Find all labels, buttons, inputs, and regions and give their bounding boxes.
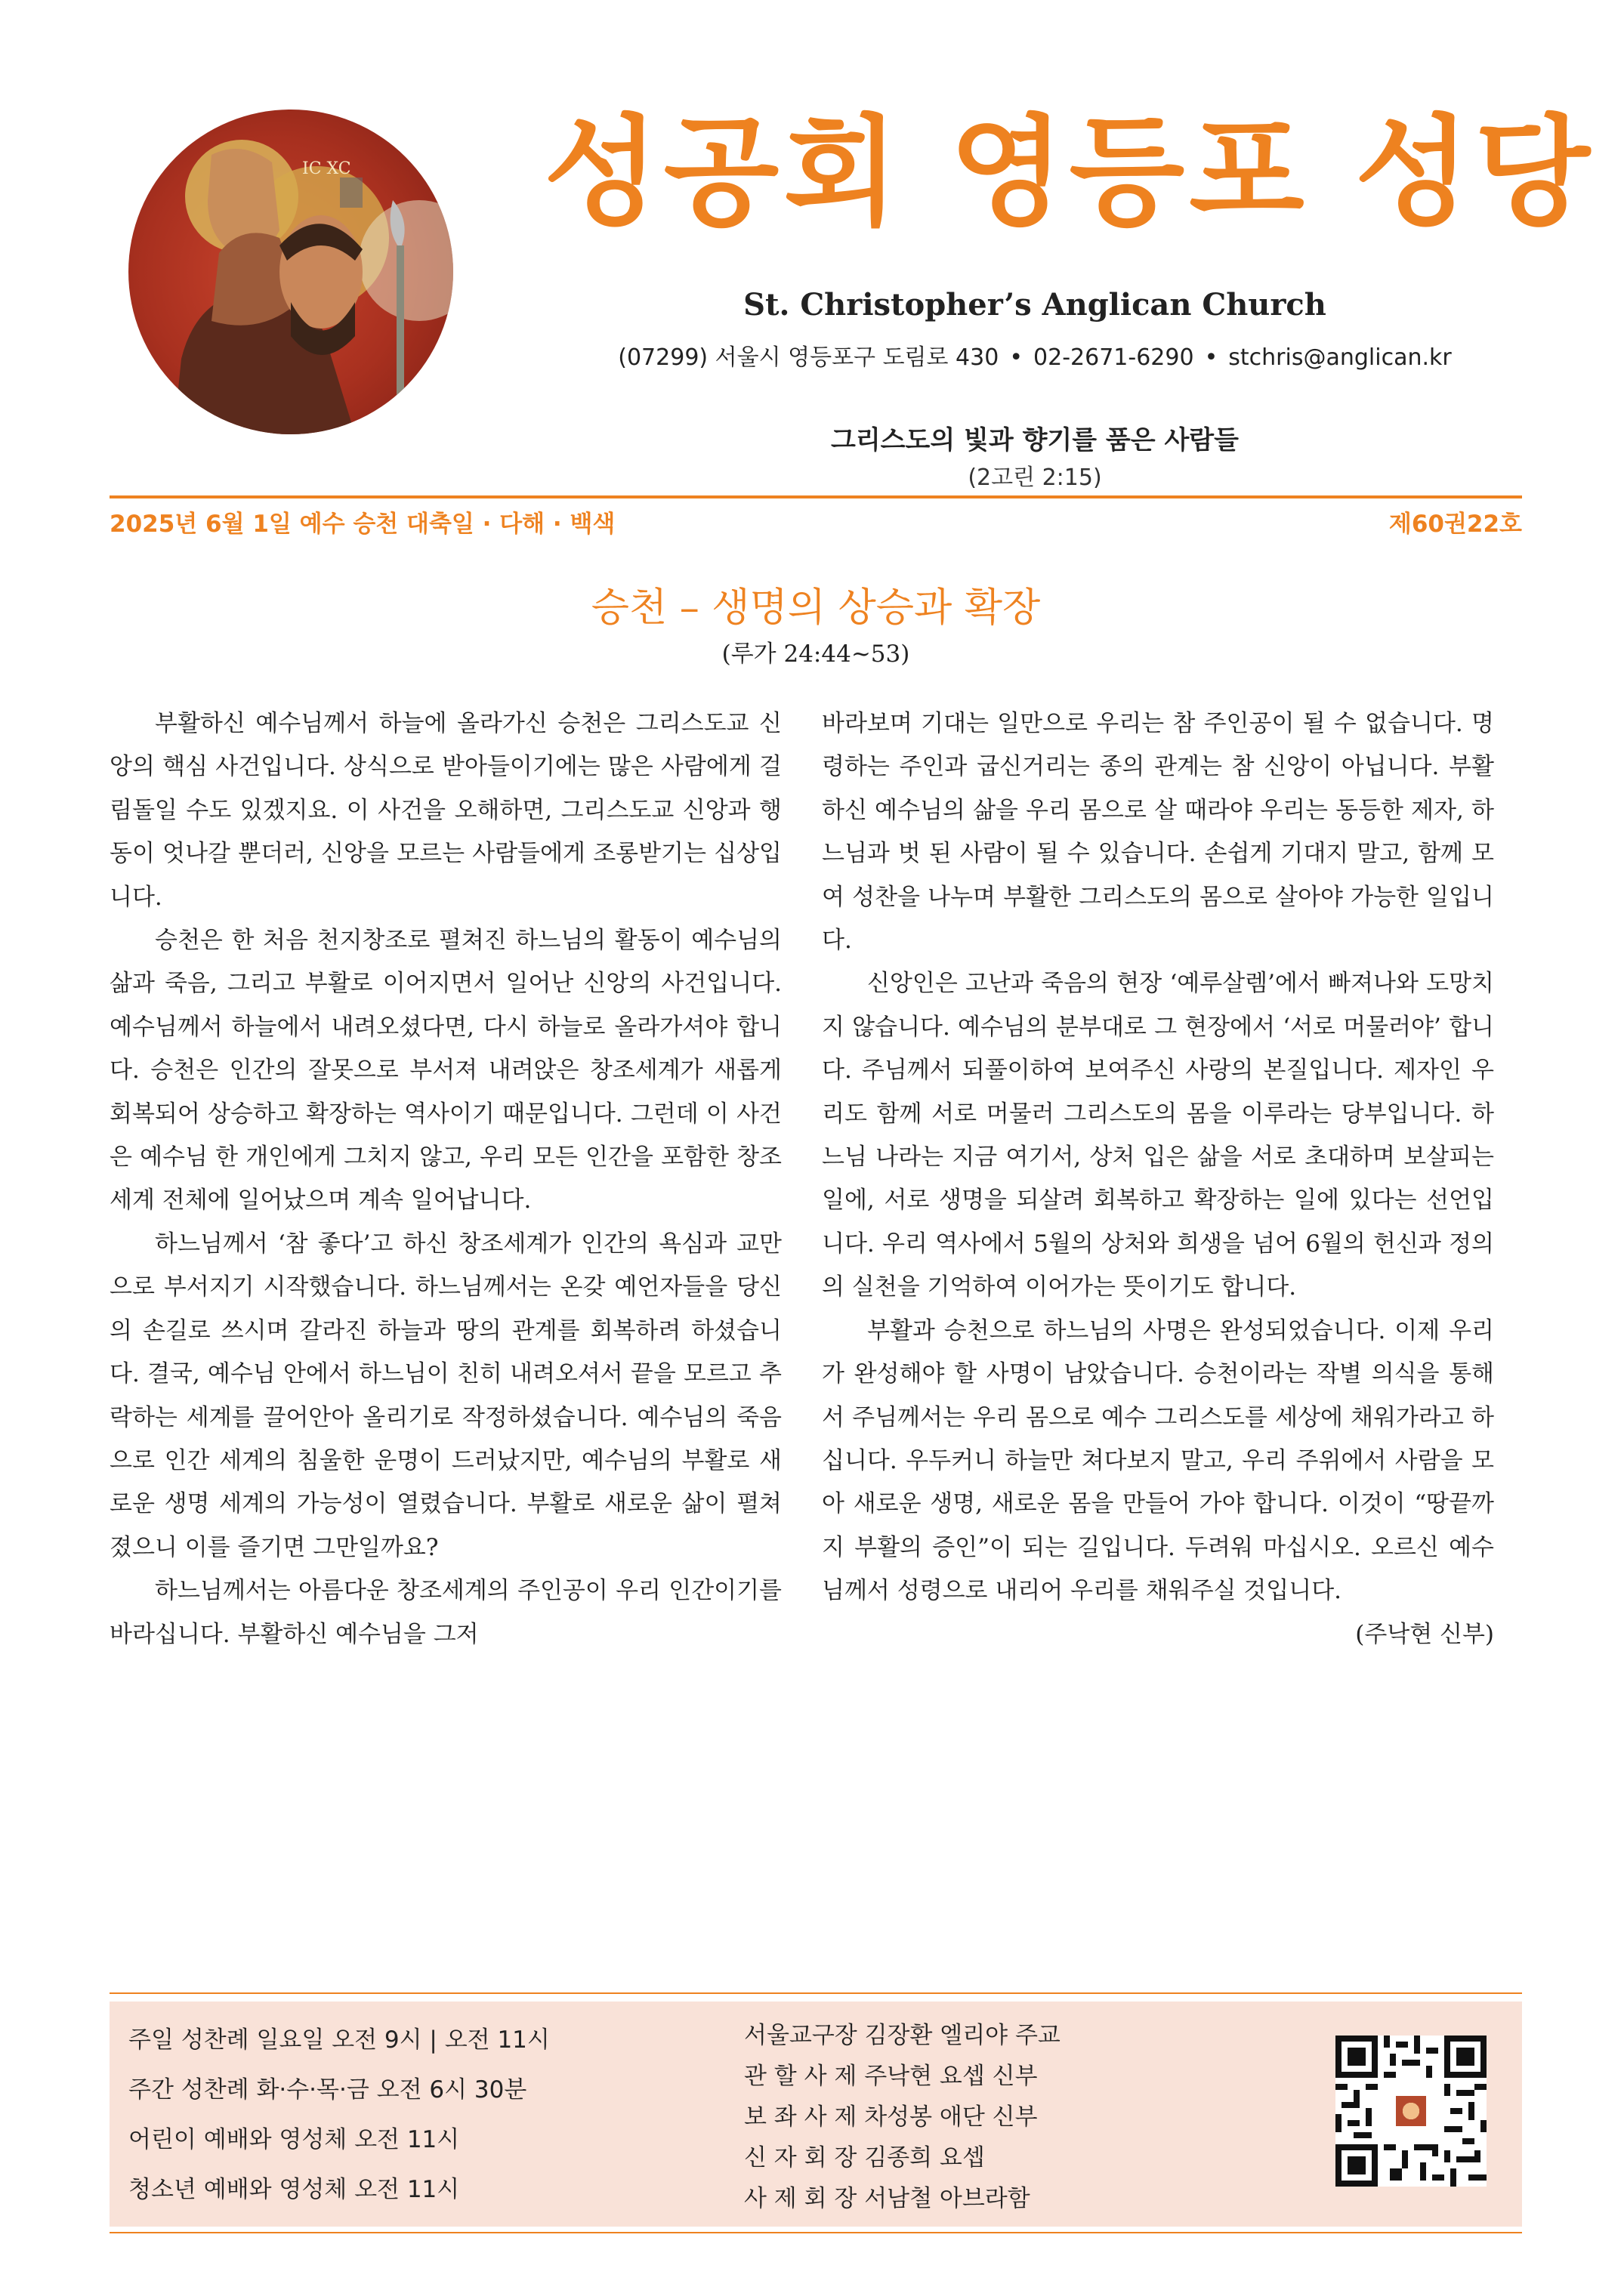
sermon-title: 승천 – 생명의 상승과 확장 — [591, 585, 1041, 631]
schedule-item: 주일 성찬례 일요일 오전 9시 | 오전 11시 — [128, 2026, 550, 2054]
paragraph: 부활과 승천으로 하느님의 사명은 완성되었습니다. 이제 우리가 완성해야 할 사명이 남았습니다. 승천이라는 작별 의식을 통해서 주님께서는 우리 몸으로 예수 그리스도를 세상에 채워가라고 하십니다. 우두커니 하늘만 쳐다보지 말고, 우리 주위에서 사람을 모아 새로운 생명, 새로운 몸을 만들어 가야 합니다. 이것이 “땅끝까지 부활의 증인”이 되는 길입니다. 두려워 마십시오. 오르신 예수님께서 성령으로 내리어 우리를 채워주실 것입니다. — [822, 1316, 1494, 1605]
sermon-column-right — [822, 702, 1494, 1656]
address: (07299) 서울시 영등포구 도림로 430 — [618, 344, 999, 371]
schedule-item: 청소년 예배와 영성체 오전 11시 — [128, 2176, 460, 2203]
sermon-reference: (루가 24:44~53) — [721, 640, 910, 668]
sermon-author: (주낙현 신부) — [1355, 1620, 1494, 1648]
icon-painting — [128, 110, 453, 434]
footer-divider-bottom — [110, 2232, 1522, 2233]
clergy-item: 사 제 회 장 서남철 아브라함 — [744, 2185, 1030, 2212]
paragraph: 승천은 한 처음 천지창조로 펼쳐진 하느님의 활동이 예수님의 삶과 죽음, 그리고 부활로 이어지면서 일어난 신앙의 사건입니다. 예수님께서 하늘에서 내려오셨다면, 다시 하늘로 올라가셔야 합니다. 승천은 인간의 잘못으로 부서져 내려앉은 창조세계가 새롭게 회복되어 상승하고 확장하는 역사이기 때문입니다. 그런데 이 사건은 예수님 한 개인에게 그치지 않고, 우리 모든 인간을 포함한 창조세계 전체에 일어났으며 계속 일어납니다. — [110, 927, 782, 1215]
church-title: 성공회 영등포 성당 — [544, 103, 1595, 242]
issue-number: 제60권22호 — [1388, 511, 1522, 538]
separator-dot: • — [1204, 344, 1218, 371]
motto-reference: (2고린 2:15) — [968, 465, 1102, 491]
footer-divider-top — [110, 1992, 1522, 1994]
clergy-item: 신 자 회 장 김종희 요셉 — [744, 2144, 985, 2171]
paragraph: 하느님께서는 아름다운 창조세계의 주인공이 우리 인간이기를 바라십니다. 부활하신 예수님을 그저 — [110, 1577, 782, 1648]
issue-date: 2025년 6월 1일 예수 승천 대축일 · 다해 · 백색 — [110, 511, 616, 538]
clergy-item: 서울교구장 김장환 엘리야 주교 — [744, 2022, 1061, 2049]
clergy-list — [744, 2015, 1273, 2219]
header-divider — [110, 495, 1522, 498]
christopher-icon-image — [128, 110, 453, 434]
contact-line — [544, 338, 1526, 372]
sermon-column-left — [110, 702, 782, 1656]
issue-dateline — [110, 505, 1522, 539]
icon-label: IC XC — [302, 159, 351, 178]
email-address[interactable]: stchris@anglican.kr — [1228, 344, 1452, 371]
phone-number: 02-2671-6290 — [1033, 344, 1194, 371]
paragraph: 신앙인은 고난과 죽음의 현장 ‘예루살렘’에서 빠져나와 도망치지 않습니다. 예수님의 분부대로 그 현장에서 ‘서로 머물러야’ 합니다. 주님께서 되풀이하여 보여주신 사랑의 본질입니다. 제자인 우리도 함께 서로 머물러 그리스도의 몸을 이루라는 당부입니다. 하느님 나라는 지금 여기서, 상처 입은 삶을 서로 초대하며 보살피는 일에, 서로 생명을 되살려 회복하고 확장하는 일에 있다는 선언입니다. 우리 역사에서 5월의 상처와 희생을 넘어 6월의 헌신과 정의의 실천을 기억하여 이어가는 뜻이기도 합니다. — [822, 970, 1494, 1301]
separator-dot: • — [1009, 344, 1023, 371]
motto: 그리스도의 빛과 향기를 품은 사람들 — [830, 425, 1239, 455]
clergy-item: 보 좌 사 제 차성봉 애단 신부 — [744, 2103, 1038, 2131]
worship-schedule — [128, 2015, 718, 2215]
schedule-item: 주간 성찬례 화·수·목·금 오전 6시 30분 — [128, 2076, 527, 2103]
schedule-item: 어린이 예배와 영성체 오전 11시 — [128, 2126, 460, 2153]
clergy-item: 관 할 사 제 주낙현 요셉 신부 — [744, 2063, 1038, 2090]
paragraph: 부활하신 예수님께서 하늘에 올라가신 승천은 그리스도교 신앙의 핵심 사건입니다. 상식으로 받아들이기에는 많은 사람에게 걸림돌일 수도 있겠지요. 이 사건을 오해하면, 그리스도교 신앙과 행동이 엇나갈 뿐더러, 신앙을 모르는 사람들에게 조롱받기는 십상입니다. — [110, 710, 782, 911]
paragraph: 바라보며 기대는 일만으로 우리는 참 주인공이 될 수 없습니다. 명령하는 주인과 굽신거리는 종의 관계는 참 신앙이 아닙니다. 부활하신 예수님의 삶을 우리 몸으로 살 때라야 우리는 동등한 제자, 하느님과 벗 된 사람이 될 수 있습니다. 손쉽게 기대지 말고, 함께 모여 성찬을 나누며 부활한 그리스도의 몸으로 살아야 가능한 일입니다. — [822, 710, 1494, 955]
qr-code-icon[interactable] — [1335, 2036, 1487, 2187]
church-subtitle: St. Christopher’s Anglican Church — [743, 287, 1326, 323]
paragraph: 하느님께서 ‘참 좋다’고 하신 창조세계가 인간의 욕심과 교만으로 부서지기 시작했습니다. 하느님께서는 온갖 예언자들을 당신의 손길로 쓰시며 갈라진 하늘과 땅의 관계를 회복하려 하셨습니다. 결국, 예수님 안에서 하느님이 친히 내려오셔서 끝을 모르고 추락하는 세계를 끌어안아 올리기로 작정하셨습니다. 예수님의 죽음으로 인간 세계의 침울한 운명이 드러났지만, 예수님의 부활로 새로운 생명 세계의 가능성이 열렸습니다. 부활로 새로운 삶이 펼쳐졌으니 이를 즐기면 그만일까요? — [110, 1230, 782, 1561]
